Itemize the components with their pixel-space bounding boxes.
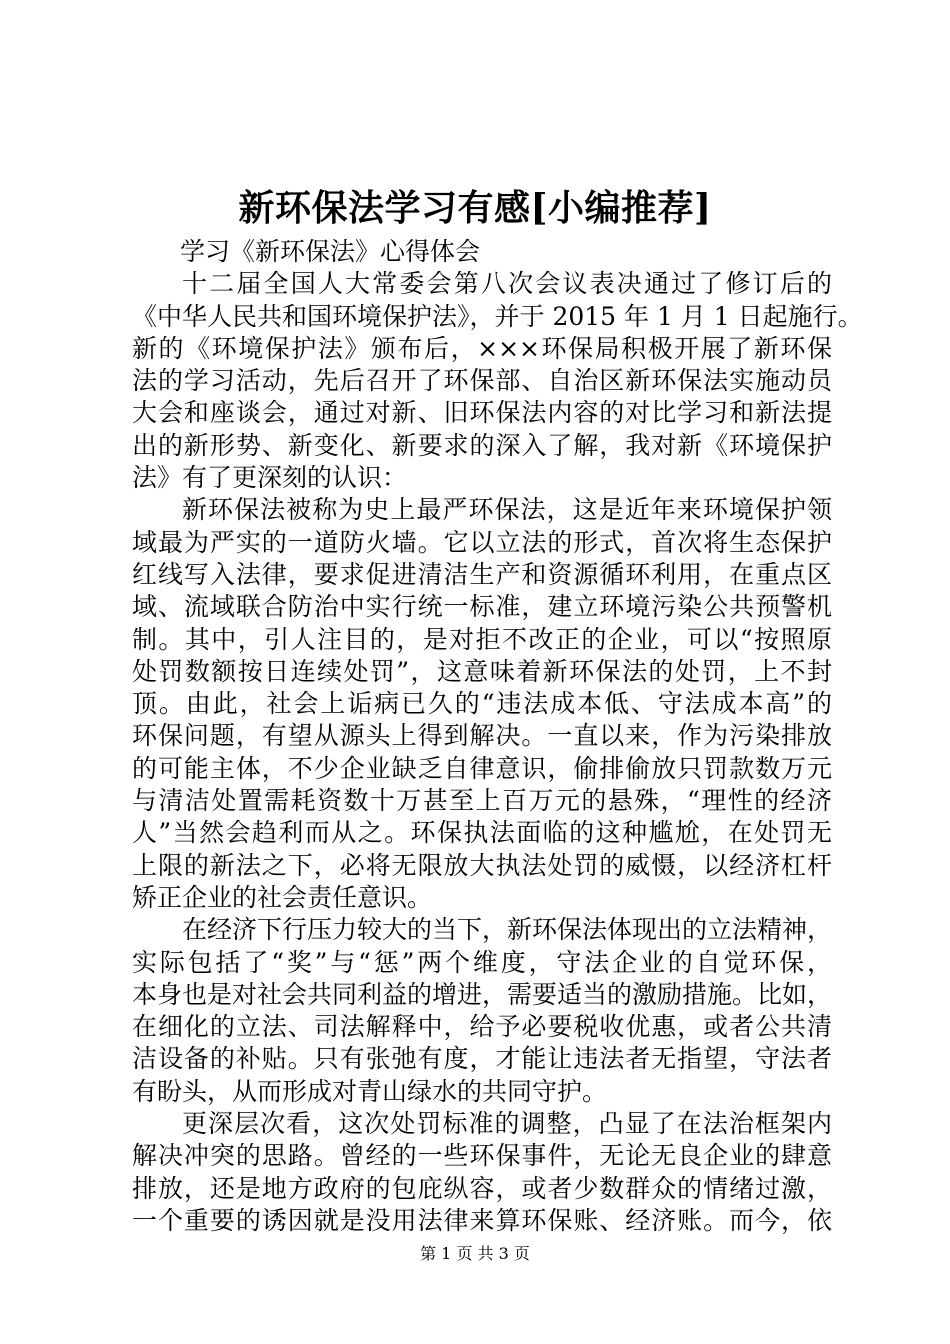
paragraph-line: 法》有了更深刻的认识：: [132, 463, 408, 493]
paragraph-line: 的可能主体，不少企业缺乏自律意识，偷排偷放只罚款数万元: [132, 753, 832, 783]
paragraph-line: 本身也是对社会共同利益的增进，需要适当的激励措施。比如，: [132, 979, 833, 1009]
paragraph-line: 矫正企业的社会责任意识。: [132, 882, 433, 912]
paragraph-line: 在细化的立法、司法解释中，给予必要税收优惠，或者公共清: [132, 1012, 832, 1042]
paragraph-line: 出的新形势、新变化、新要求的深入了解，我对新《环境保护: [132, 430, 832, 460]
paragraph-line: 人”当然会趋利而从之。环保执法面临的这种尴尬，在处罚无: [132, 818, 832, 848]
document-body: [132, 236, 863, 1237]
subtitle-line: 学习《新环保法》心得体会: [180, 237, 481, 266]
paragraph-line: 红线写入法律，要求促进清洁生产和资源循环利用，在重点区: [132, 559, 832, 589]
paragraph-line: 上限的新法之下，必将无限放大执法处罚的威慑，以经济杠杆: [132, 850, 832, 880]
paragraph-line: 解决冲突的思路。曾经的一些环保事件，无论无良企业的肆意: [132, 1141, 832, 1171]
paragraph-line: 在经济下行压力较大的当下，新环保法体现出的立法精神，: [182, 915, 833, 945]
paragraph-line: 一个重要的诱因就是没用法律来算环保账、经济账。而今，依: [132, 1205, 832, 1235]
paragraph-line: 实际包括了“奖”与“惩”两个维度，守法企业的自觉环保，: [132, 947, 832, 977]
paragraph-line: 更深层次看，这次处罚标准的调整，凸显了在法治框架内: [182, 1109, 832, 1139]
paragraph-line: 处罚数额按日连续处罚”，这意味着新环保法的处罚，上不封: [132, 656, 832, 686]
paragraph-line: 新环保法被称为史上最严环保法，这是近年来环境保护领: [182, 495, 832, 525]
paragraph-line: 域最为严实的一道防火墙。它以立法的形式，首次将生态保护: [132, 527, 832, 557]
paragraph-line: 洁设备的补贴。只有张弛有度，才能让违法者无指望，守法者: [132, 1044, 832, 1074]
paragraph-line: 大会和座谈会，通过对新、旧环保法内容的对比学习和新法提: [132, 398, 832, 428]
paragraph-line: 有盼头，从而形成对青山绿水的共同守护。: [132, 1076, 608, 1106]
paragraph-line: 法的学习活动，先后召开了环保部、自治区新环保法实施动员: [132, 366, 832, 396]
paragraph-line: 制。其中，引人注目的，是对拒不改正的企业，可以“按照原: [132, 624, 832, 654]
paragraph-line: 十二届全国人大常委会第八次会议表决通过了修订后的: [182, 269, 832, 299]
paragraph-line: 《中华人民共和国环境保护法》，并于 2015 年 1 月 1 日起施行。: [132, 301, 863, 331]
paragraph-line: 排放，还是地方政府的包庇纵容，或者少数群众的情绪过激，: [132, 1173, 832, 1203]
page-number-footer: 第 1 页 共 3 页: [420, 1244, 530, 1263]
paragraph-line: 域、流域联合防治中实行统一标准，建立环境污染公共预警机: [132, 592, 832, 622]
paragraph-line: 与清洁处置需耗资数十万甚至上百万元的悬殊，“理性的经济: [132, 786, 832, 816]
paragraph-line: 环保问题，有望从源头上得到解决。一直以来，作为污染排放: [132, 721, 832, 751]
paragraph-line: 顶。由此，社会上诟病已久的“违法成本低、守法成本高”的: [132, 689, 832, 719]
document-title: 新环保法学习有感[小编推荐]: [238, 187, 712, 229]
paragraph-line: 新的《环境保护法》颁布后，×××环保局积极开展了新环保: [132, 333, 832, 363]
